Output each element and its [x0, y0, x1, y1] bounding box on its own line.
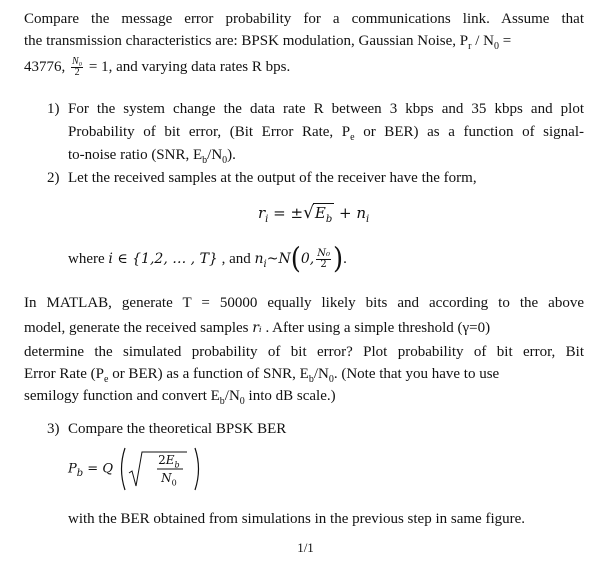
item2-where-line: where i ∈ {1,2, … , T} , and $n_i\sim N(0$, $\frac{\text{N₀}}{2}$ ). — [68, 242, 347, 276]
intro-line-1-text: Compare the message error probability for a communications link. Assume that — [24, 11, 584, 27]
matlab-line-1: In MATLAB, generate T = 50000 equally likely bits and according to the above — [24, 295, 584, 311]
received-sample-equation: $r_i = \pm√E_b + n_i$ — [258, 203, 370, 225]
matlab-line-2: model, generate the received samples rᵢ . After using a simple threshold (γ=0) — [24, 320, 491, 336]
index-set: i ∈ {1,2, … , T} — [108, 251, 218, 267]
intro-line-3: 43776, $\frac{\text{N₀}}{2}$ = 1, and varying data rates R bps. — [24, 56, 291, 79]
item2-line-1: Let the received samples at the output of the receiver have the form, — [68, 170, 477, 186]
matlab-line-4: Error Rate ($P_e$ or BER) as a function of SNR, $E_b/N_0$. (Note that you have to use — [24, 366, 500, 385]
item1-number: 1) — [47, 101, 60, 117]
intro-line-2: the transmission characteristics are: BPSK modulation, Gaussian Noise, $P_r / N_0$ = — [24, 33, 512, 52]
intro-line-1 — [24, 9, 584, 29]
item1-line-3: to-noise ratio (SNR, $E_b/N_0$). — [68, 147, 236, 166]
item3-line-1: Compare the theoretical BPSK BER — [68, 421, 287, 437]
noise-distribution: $n_i\sim N(0$, $\frac{\text{N₀}}{2}$ ) — [254, 242, 344, 276]
item3-line-2: with the BER obtained from simulations in the previous step in same figure. — [68, 511, 526, 527]
n0-over-2-fraction: $\frac{\text{N₀}}{2}$ — [72, 56, 83, 79]
item3-number: 3) — [47, 421, 60, 437]
item2-number: 2) — [47, 170, 60, 186]
matlab-line-5: semilogy function and convert $E_b/N_0$ into dB scale.) — [24, 388, 336, 407]
item1-line-1: For the system change the data rate R between 3 kbps and 35 kbps and plot — [68, 101, 584, 117]
matlab-line-3: determine the simulated probability of bit error? Plot probability of bit error, Bit — [24, 344, 584, 360]
page-number: 1/1 — [297, 540, 314, 555]
theoretical-ber-formula: $P_b = Q$ $2E_b$ $N_0$ — [68, 446, 203, 492]
item1-line-2: Probability of bit error, (Bit Error Rate, $P_e$ or BER) as a function of signal- — [68, 124, 584, 143]
